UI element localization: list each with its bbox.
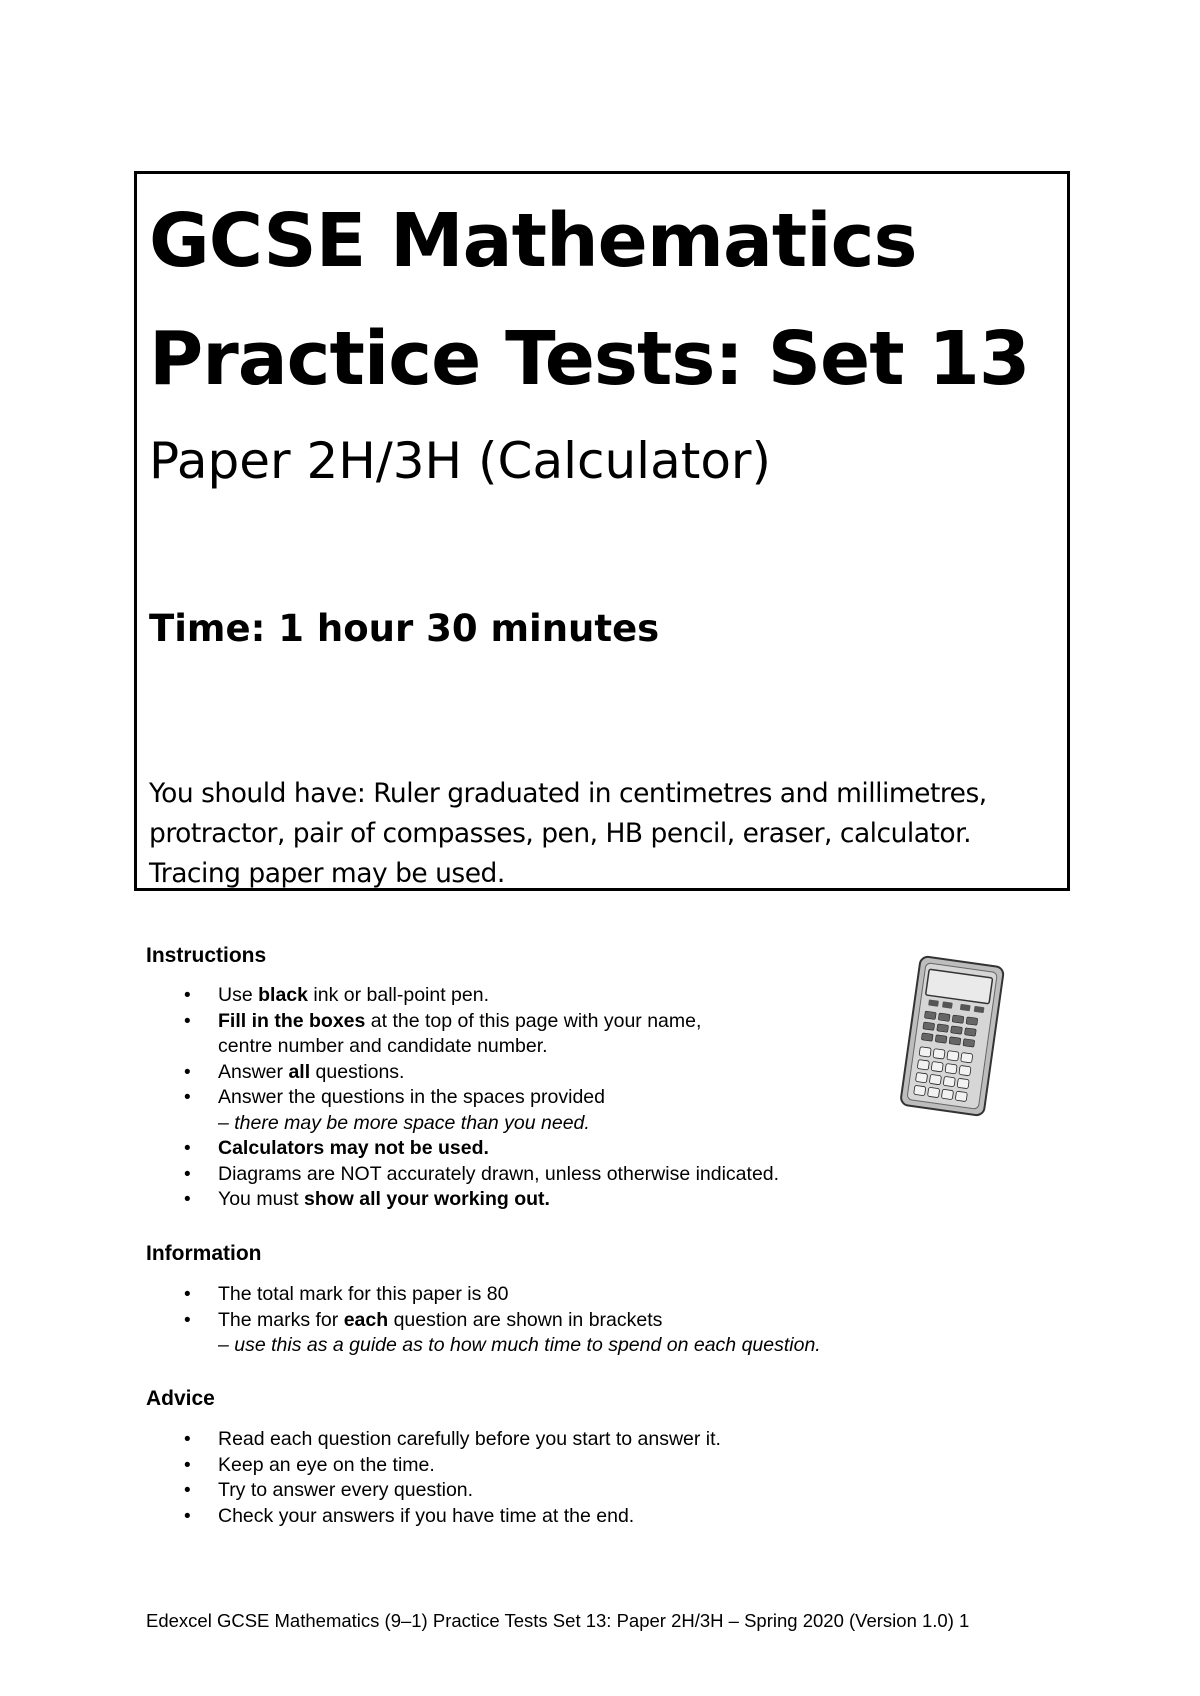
instructions-heading: Instructions <box>146 944 267 967</box>
information-heading: Information <box>146 1242 262 1265</box>
page-footer: Edexcel GCSE Mathematics (9–1) Practice Tests Set 13: Paper 2H/3H – Spring 2020 (Version 1.0) 1 <box>146 1610 970 1631</box>
advice-list <box>146 1427 721 1529</box>
list-item: • Calculators may not be used. <box>146 1136 779 1162</box>
list-item: • You must show all your working out. <box>146 1187 779 1213</box>
list-item: • The marks for each question are shown in brackets – use this as a guide as to how much time to spend on each question. <box>146 1308 821 1359</box>
list-item: • Read each question carefully before you start to answer it. <box>146 1427 721 1453</box>
document-title-line1: GCSE Mathematics <box>149 198 917 284</box>
list-item: • Use black ink or ball-point pen. <box>146 983 779 1009</box>
equipment-list: You should have: Ruler graduated in centimetres and millimetres, protractor, pair of compasses, pen, HB pencil, eraser, calculator. Tracing paper may be used. <box>149 778 987 889</box>
calculator-icon <box>896 955 1008 1120</box>
instructions-list <box>146 983 779 1213</box>
information-list <box>146 1282 821 1359</box>
paper-name: Paper 2H/3H (Calculator) <box>149 432 771 490</box>
list-item: • Keep an eye on the time. <box>146 1453 721 1479</box>
list-item: • Check your answers if you have time at the end. <box>146 1504 721 1530</box>
list-item: • Fill in the boxes at the top of this page with your name, centre number and candidate number. <box>146 1009 779 1060</box>
list-item: • Answer all questions. <box>146 1060 779 1086</box>
document-title-line2: Practice Tests: Set 13 <box>149 316 1030 402</box>
list-item: • Answer the questions in the spaces provided – there may be more space than you need. <box>146 1085 779 1136</box>
list-item: • The total mark for this paper is 80 <box>146 1282 821 1308</box>
list-item: • Try to answer every question. <box>146 1478 721 1504</box>
list-item: • Diagrams are NOT accurately drawn, unless otherwise indicated. <box>146 1162 779 1188</box>
advice-heading: Advice <box>146 1387 215 1410</box>
time-allowed: Time: 1 hour 30 minutes <box>149 607 660 650</box>
title-box <box>134 171 1070 891</box>
